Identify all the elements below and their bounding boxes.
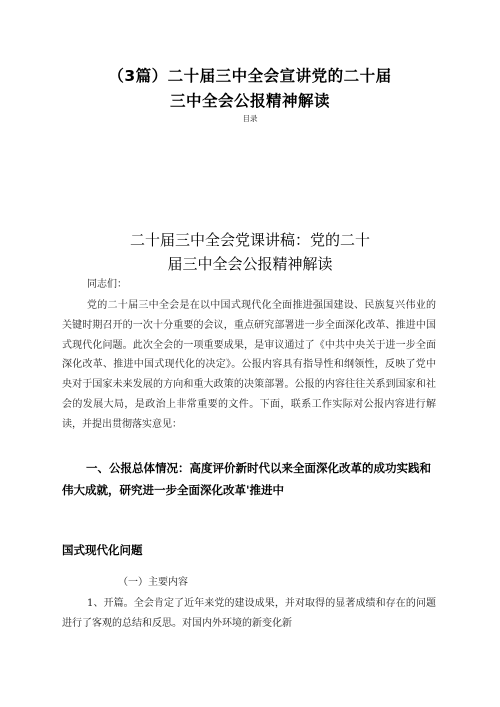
document-title-line-2: 三中全会公报精神解读 xyxy=(169,92,330,110)
paragraph-opening: 1、开篇。全会肯定了近年来党的建设成果，并对取得的显著成绩和存在的问题进行了客观的总结和反思。对国内外环境的新变化新 xyxy=(62,598,436,629)
paragraph-intro: 党的二十届三中全会是在以中国式现代化全面推进强国建设、民族复兴伟业的关键时期召开的一次十分重要的会议，重点研究部署进一步全面深化改革、推进中国式现代化问题。此次全会的一项重要成果，是审议通过了《中共中央关于进一步全面深化改革、推进中国式现代化的决定》。公报内容具有指导性和纲领性，反映了党中央对于国家未来发展的方向和重大政策的决策部署。公报的内容往往关系到国家和社会的发展大局，是政治上非常重要的文件。下面，联系工作实际对公报内容进行解读，并提出贯彻落实意见： xyxy=(62,300,436,430)
heading-1-continuation: 国式现代化问题 xyxy=(62,543,143,557)
heading-1: 一、公报总体情况：高度评价新时代以来全面深化改革的成功实践和伟大成就，研究进一步全面深化改革'推进中 xyxy=(62,461,431,497)
salutation: 同志们： xyxy=(87,279,127,290)
table-of-contents-label: 目录 xyxy=(242,114,258,123)
section-title-line-1: 二十届三中全会党课讲稿：党的二十 xyxy=(129,231,370,249)
subheading-main-content: （一）主要内容 xyxy=(118,577,188,588)
section-title-line-2: 届三中全会公报精神解读 xyxy=(167,255,333,273)
document-title-line-1: （3篇）二十届三中全会宣讲党的二十届 xyxy=(108,67,392,85)
